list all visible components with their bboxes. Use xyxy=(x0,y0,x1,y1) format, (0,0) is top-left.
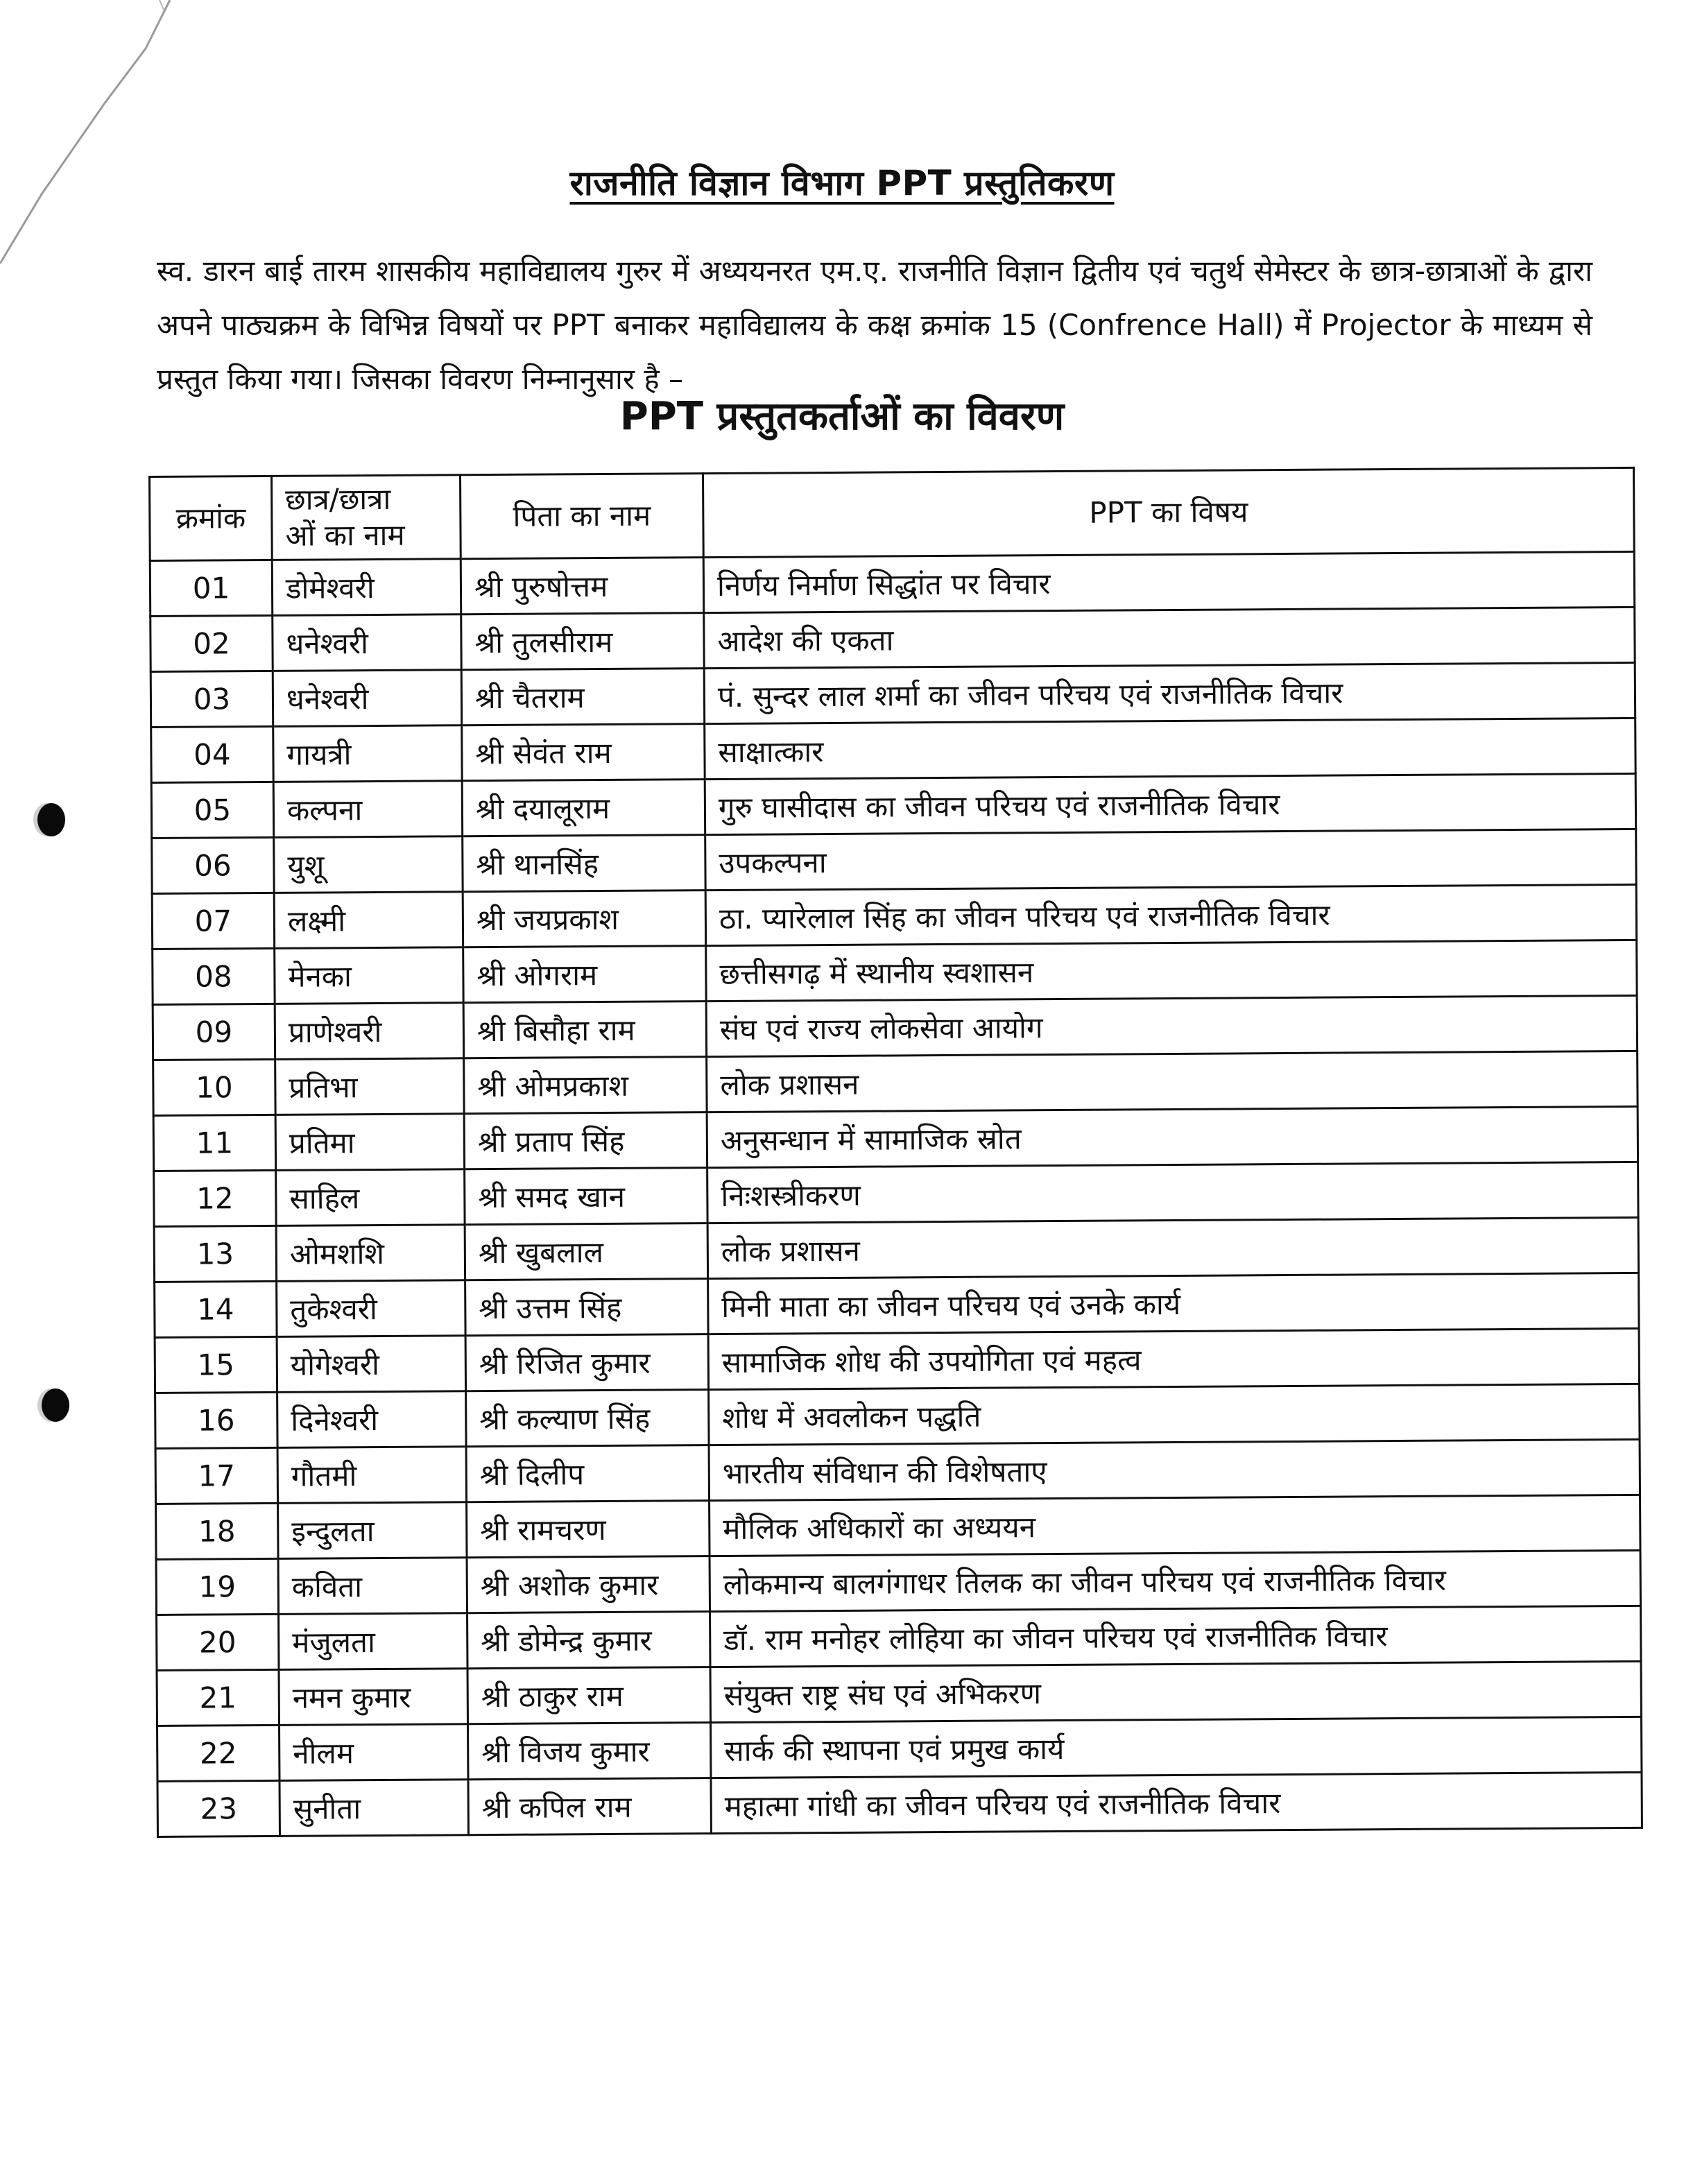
table-row xyxy=(152,829,1636,893)
cell-student-name: मेनका xyxy=(275,947,463,1004)
cell-father-name: श्री डोमेन्द्र कुमार xyxy=(467,1612,710,1669)
cell-serial: 12 xyxy=(154,1170,276,1226)
table-row xyxy=(157,1717,1642,1781)
cell-serial: 08 xyxy=(153,948,275,1004)
cell-ppt-topic: अनुसन्धान में सामाजिक स्रोत xyxy=(707,1106,1638,1167)
cell-serial: 10 xyxy=(153,1059,275,1115)
table-header-row xyxy=(150,467,1635,560)
cell-serial: 19 xyxy=(156,1558,278,1615)
cell-father-name: श्री बिसौहा राम xyxy=(463,1001,706,1058)
intro-paragraph: स्व. डारन बाई तारम शासकीय महाविद्यालय गुरुर में अध्ययनरत एम.ए. राजनीति विज्ञान द्वितीय एवं चतुर्थ सेमेस्टर के छात्र-छात्राओं के द्वारा अपने पाठ्यक्रम के विभिन्न विषयों पर PPT बनाकर महाविद्यालय के कक्ष क्रमांक 15 (Confrence Hall) में Projector के माध्यम से प्रस्तुत किया गया। जिसका विवरण निम्नानुसार है – xyxy=(157,254,1592,396)
table-row xyxy=(157,1661,1641,1726)
table-row xyxy=(150,551,1634,616)
cell-serial: 15 xyxy=(155,1336,277,1393)
cell-father-name: श्री समद खान xyxy=(465,1168,707,1225)
header-serial: क्रमांक xyxy=(150,476,273,560)
cell-ppt-topic: संघ एवं राज्य लोकसेवा आयोग xyxy=(706,995,1637,1056)
cell-ppt-topic: महात्मा गांधी का जीवन परिचय एवं राजनीतिक विचार xyxy=(711,1772,1642,1833)
punch-hole-bottom xyxy=(42,1388,69,1422)
cell-ppt-topic: भारतीय संविधान की विशेषताए xyxy=(709,1439,1640,1500)
header-ppt-topic: PPT का विषय xyxy=(703,467,1634,557)
cell-ppt-topic: पं. सुन्दर लाल शर्मा का जीवन परिचय एवं राजनीतिक विचार xyxy=(704,662,1635,723)
table-row xyxy=(155,1273,1639,1337)
cell-father-name: श्री जयप्रकाश xyxy=(463,891,705,947)
table-row xyxy=(155,1384,1640,1448)
cell-father-name: श्री सेवंत राम xyxy=(462,724,705,781)
cell-father-name: श्री अशोक कुमार xyxy=(467,1556,710,1613)
cell-student-name: दिनेश्वरी xyxy=(277,1391,466,1448)
header-father-name: पिता का नाम xyxy=(461,474,704,559)
cell-ppt-topic: मिनी माता का जीवन परिचय एवं उनके कार्य xyxy=(708,1273,1639,1334)
cell-father-name: श्री तुलसीराम xyxy=(461,613,704,670)
cell-father-name: श्री कल्याण सिंह xyxy=(466,1390,709,1447)
cell-student-name: गौतमी xyxy=(277,1447,466,1504)
table-row xyxy=(154,1217,1638,1282)
cell-serial: 22 xyxy=(157,1725,280,1781)
cell-student-name: साहिल xyxy=(276,1169,465,1226)
cell-father-name: श्री चैतराम xyxy=(461,669,704,725)
cell-student-name: इन्दुलता xyxy=(278,1502,467,1559)
document-title xyxy=(0,158,1684,205)
cell-father-name: श्री दयालूराम xyxy=(462,780,705,836)
cell-ppt-topic: ठा. प्यारेलाल सिंह का जीवन परिचय एवं राजनीतिक विचार xyxy=(705,884,1636,945)
cell-father-name: श्री उत्तम सिंह xyxy=(465,1279,708,1336)
cell-father-name: श्री विजय कुमार xyxy=(468,1723,711,1780)
cell-serial: 01 xyxy=(150,560,272,616)
cell-serial: 14 xyxy=(155,1281,277,1337)
cell-student-name: धनेश्वरी xyxy=(273,670,461,727)
table-row xyxy=(153,995,1637,1060)
cell-ppt-topic: निःशस्त्रीकरण xyxy=(707,1162,1638,1223)
table-row xyxy=(157,1772,1642,1837)
cell-student-name: तुकेश्वरी xyxy=(277,1280,465,1337)
table-subtitle: PPT प्रस्तुतकर्ताओं का विवरण xyxy=(619,394,1065,439)
cell-father-name: श्री ओमप्रकाश xyxy=(464,1057,707,1114)
cell-serial: 20 xyxy=(157,1614,279,1670)
table-row xyxy=(153,1051,1638,1115)
cell-father-name: श्री रिजित कुमार xyxy=(465,1334,708,1391)
cell-ppt-topic: संयुक्त राष्ट्र संघ एवं अभिकरण xyxy=(710,1661,1641,1722)
cell-father-name: श्री कपिल राम xyxy=(468,1778,711,1835)
cell-father-name: श्री दिलीप xyxy=(466,1445,709,1502)
cell-serial: 05 xyxy=(151,782,273,838)
table-row xyxy=(151,773,1635,838)
cell-student-name: गायत्री xyxy=(273,725,462,782)
presenters-table xyxy=(148,467,1643,1838)
table-row xyxy=(153,940,1637,1004)
table-row xyxy=(151,718,1635,782)
cell-student-name: नीलम xyxy=(280,1724,468,1781)
cell-student-name: धनेश्वरी xyxy=(273,614,461,671)
cell-student-name: मंजुलता xyxy=(279,1613,467,1670)
presenters-table-wrapper xyxy=(148,467,1641,1838)
cell-student-name: नमन कुमार xyxy=(279,1669,467,1726)
cell-father-name: श्री ठाकुर राम xyxy=(467,1667,710,1724)
cell-father-name: श्री ओगराम xyxy=(463,946,706,1003)
cell-ppt-topic: सामाजिक शोध की उपयोगिता एवं महत्व xyxy=(708,1328,1639,1389)
cell-student-name: युशू xyxy=(274,836,463,893)
cell-serial: 07 xyxy=(152,893,274,949)
cell-student-name: डोमेश्वरी xyxy=(272,559,461,616)
cell-ppt-topic: लोकमान्य बालगंगाधर तिलक का जीवन परिचय एवं राजनीतिक विचार xyxy=(710,1550,1640,1611)
table-row xyxy=(155,1439,1640,1504)
table-row xyxy=(155,1328,1639,1393)
cell-student-name: कल्पना xyxy=(273,781,462,838)
cell-student-name: सुनीता xyxy=(280,1780,468,1837)
cell-ppt-topic: लोक प्रशासन xyxy=(707,1217,1638,1278)
cell-ppt-topic: उपकल्पना xyxy=(705,829,1636,890)
cell-father-name: श्री खुबलाल xyxy=(465,1223,707,1280)
cell-student-name: प्राणेश्वरी xyxy=(275,1003,463,1060)
cell-ppt-topic: निर्णय निर्माण सिद्धांत पर विचार xyxy=(703,551,1634,612)
cell-father-name: श्री रामचरण xyxy=(467,1501,710,1558)
cell-ppt-topic: सार्क की स्थापना एवं प्रमुख कार्य xyxy=(710,1717,1641,1778)
cell-ppt-topic: मौलिक अधिकारों का अध्ययन xyxy=(710,1495,1640,1556)
cell-ppt-topic: आदेश की एकता xyxy=(704,607,1635,668)
document-title-text: राजनीति विज्ञान विभाग PPT प्रस्तुतिकरण xyxy=(569,163,1115,203)
cell-serial: 23 xyxy=(157,1780,280,1837)
cell-student-name: प्रतिभा xyxy=(275,1058,464,1115)
table-row xyxy=(156,1495,1640,1559)
table-row xyxy=(151,607,1635,671)
header-student-line2: ओं का नाम xyxy=(285,517,405,553)
header-student-name xyxy=(272,475,461,560)
table-row xyxy=(156,1550,1640,1615)
cell-ppt-topic: साक्षात्कार xyxy=(705,718,1635,779)
cell-student-name: लक्ष्मी xyxy=(274,892,463,949)
table-body xyxy=(150,551,1642,1837)
cell-ppt-topic: लोक प्रशासन xyxy=(707,1051,1638,1112)
cell-ppt-topic: डॉ. राम मनोहर लोहिया का जीवन परिचय एवं राजनीतिक विचार xyxy=(710,1606,1641,1667)
cell-serial: 03 xyxy=(151,671,273,727)
cell-student-name: कविता xyxy=(278,1558,467,1615)
cell-student-name: ओमशशि xyxy=(276,1225,465,1282)
cell-serial: 16 xyxy=(155,1392,277,1448)
table-row xyxy=(152,884,1636,949)
cell-student-name: प्रतिमा xyxy=(275,1114,464,1171)
punch-hole-top xyxy=(37,803,65,836)
cell-ppt-topic: शोध में अवलोकन पद्धति xyxy=(709,1384,1640,1445)
cell-serial: 21 xyxy=(157,1669,279,1726)
cell-ppt-topic: गुरु घासीदास का जीवन परिचय एवं राजनीतिक विचार xyxy=(705,773,1635,834)
cell-serial: 04 xyxy=(151,726,273,782)
header-student-line1: छात्र/छात्रा xyxy=(285,481,391,517)
cell-father-name: श्री पुरुषोत्तम xyxy=(461,558,703,614)
cell-serial: 18 xyxy=(156,1503,278,1559)
table-row xyxy=(157,1606,1641,1670)
cell-serial: 11 xyxy=(153,1115,275,1171)
cell-serial: 06 xyxy=(152,837,274,893)
table-row xyxy=(154,1162,1638,1226)
table-row xyxy=(153,1106,1638,1171)
cell-student-name: योगेश्वरी xyxy=(277,1336,465,1393)
cell-serial: 13 xyxy=(154,1226,276,1282)
cell-serial: 09 xyxy=(153,1004,275,1060)
table-row xyxy=(151,662,1635,727)
cell-ppt-topic: छत्तीसगढ़ में स्थानीय स्वशासन xyxy=(706,940,1637,1001)
cell-father-name: श्री प्रताप सिंह xyxy=(464,1112,707,1169)
cell-serial: 02 xyxy=(151,615,273,671)
cell-father-name: श्री थानसिंह xyxy=(463,835,705,892)
cell-serial: 17 xyxy=(155,1447,277,1504)
